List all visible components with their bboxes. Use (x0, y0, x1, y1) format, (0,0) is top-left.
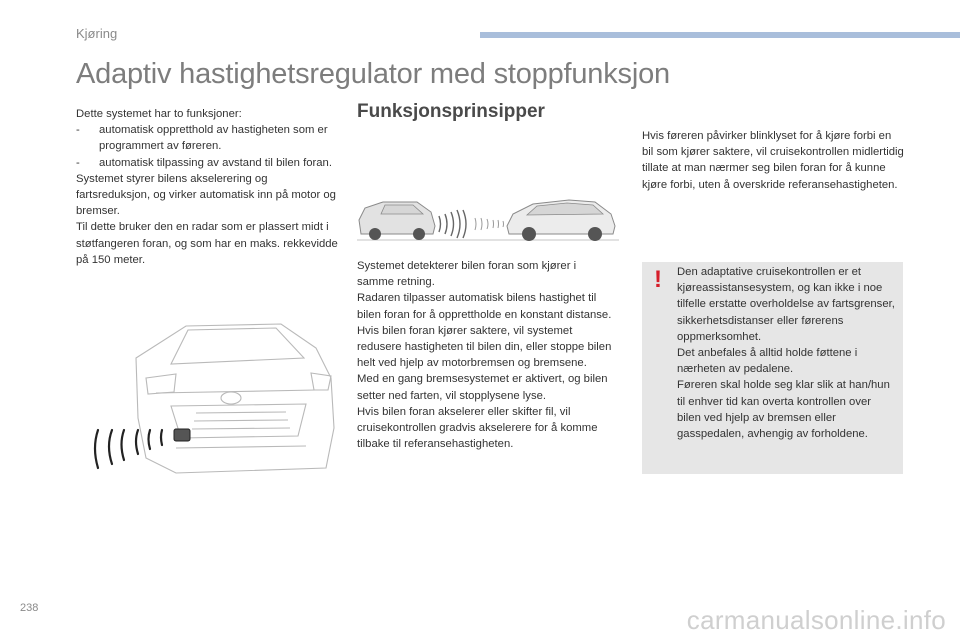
page-title: Adaptiv hastighetsregulator med stoppfunksjon (76, 58, 670, 90)
warning-paragraph: Den adaptative cruisekontrollen er et kjøreassistansesystem, og kan ikke i noe tilfelle erstatte overholdelse av fartsgrenser, sikkerhetsdistanser eller førerens oppmerksomhet. (677, 266, 895, 343)
intro-column (76, 106, 338, 268)
watermark: carmanualsonline.info (686, 605, 946, 635)
principle-paragraph: Hvis bilen foran akselerer eller skifter fil, vil cruisekontrollen gradvis akselerere for å komme tilbake til referansehastigheten. (357, 405, 598, 451)
intro-bullet-text: automatisk tilpassing av avstand til bilen foran. (99, 156, 332, 169)
car-following-illustration (357, 190, 619, 244)
overtake-column (642, 128, 904, 193)
principle-paragraph: Med en gang bremsesystemet er aktivert, og bilen setter ned farten, vil stopplysene lyse. (357, 373, 608, 402)
intro-paragraph: Systemet styrer bilens akselerering og fartsreduksjon, og virker automatisk inn på motor og bremser. (76, 172, 336, 218)
principle-paragraph: Radaren tilpasser automatisk bilens hastighet til bilen foran for å opprettholde en konstant distanse. (357, 292, 612, 321)
principles-column (357, 258, 612, 452)
intro-bullet (76, 155, 338, 171)
warning-paragraph: Føreren skal holde seg klar slik at han/hun til enhver tid kan overta kontrollen over bilen ved hjelp av bremsen eller gasspedalen, avhengig av forholdene. (677, 379, 890, 441)
warning-paragraph: Det anbefales å alltid holde føttene i nærheten av pedalene. (677, 347, 858, 376)
car-front-radar-illustration (76, 318, 338, 480)
section-heading: Funksjonsprinsipper (357, 101, 545, 122)
intro-paragraph: Til dette bruker den en radar som er plassert midt i støtfangeren foran, og som har en maks. rekkevidde på 150 meter. (76, 221, 338, 266)
warning-box (642, 262, 903, 474)
section-label: Kjøring (76, 26, 118, 41)
bullet-marker: - (76, 124, 80, 137)
warning-text (677, 264, 897, 442)
intro-bullet-text: automatisk oppretthold av hastigheten som er programmert av føreren. (99, 124, 328, 153)
overtake-paragraph: Hvis føreren påvirker blinklyset for å kjøre forbi en bil som kjører saktere, vil cruisekontrollen midlertidig tillate at man nærmer seg bilen foran for å kunne kjøre forbi, uten å overskride referansehastigheten. (642, 130, 904, 191)
principle-paragraph: Systemet detekterer bilen foran som kjører i samme retning. (357, 260, 577, 289)
bullet-marker: - (76, 156, 80, 169)
page-number: 238 (20, 602, 39, 614)
intro-lead: Dette systemet har to funksjoner: (76, 108, 242, 120)
intro-bullet (76, 122, 338, 154)
exclamation-icon: ! (654, 266, 662, 293)
header-bar (480, 32, 960, 38)
principle-paragraph: Hvis bilen foran kjører saktere, vil systemet redusere hastigheten til bilen din, eller stoppe bilen helt ved hjelp av motorbremsen og bremsene. (357, 324, 612, 370)
